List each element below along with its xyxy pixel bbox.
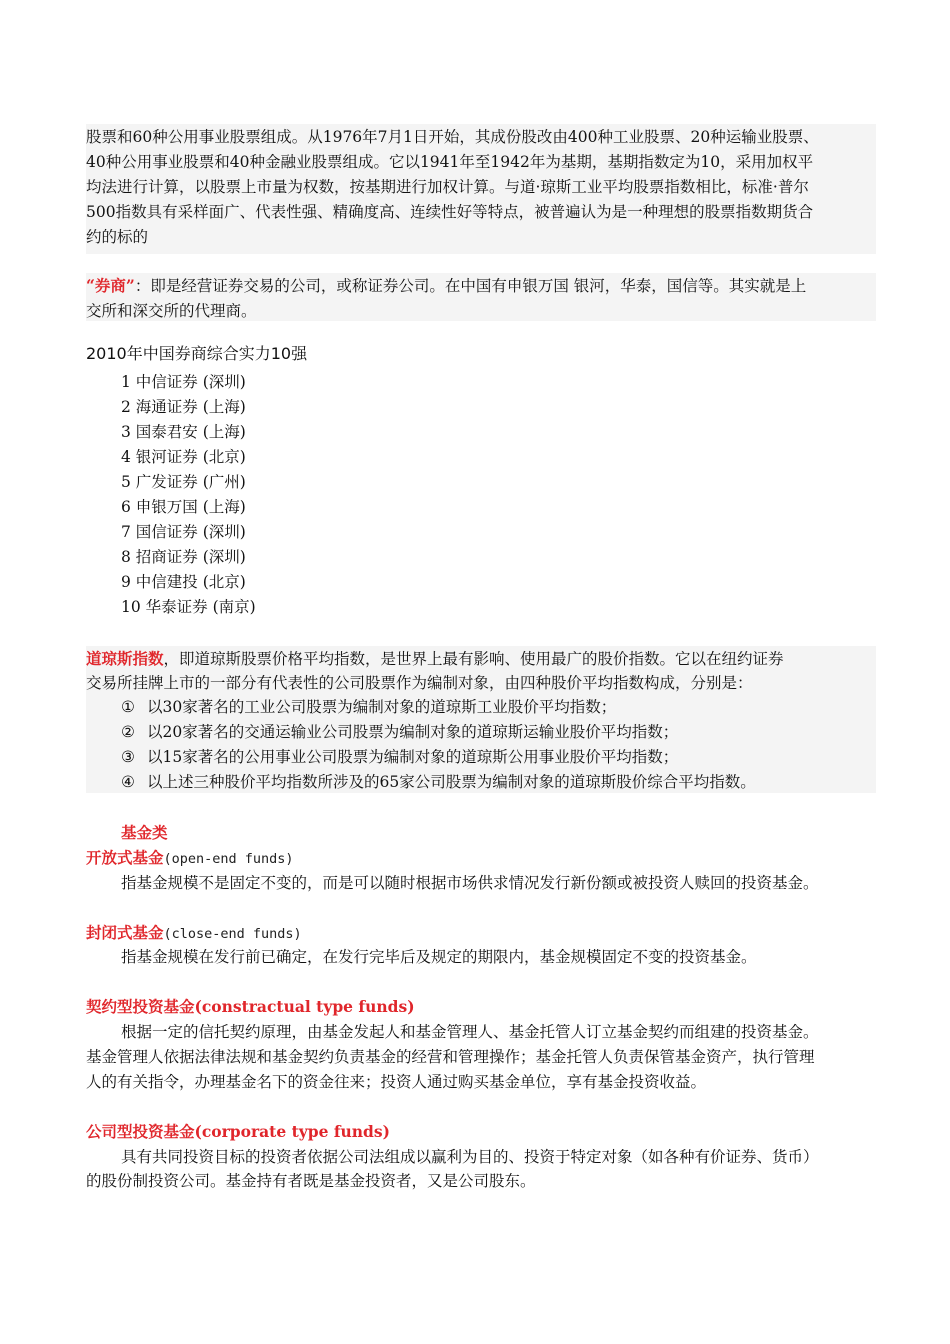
- close-end-english: (close-end funds): [163, 926, 302, 942]
- dow-item-text: 以20家著名的交通运输业公司股票为编制对象的道琼斯运输业股价平均指数；: [147, 723, 679, 741]
- top10-item: 8 招商证券 (深圳): [121, 548, 246, 566]
- top10-item: 9 中信建投 (北京): [121, 573, 246, 591]
- top10-item: 7 国信证券 (深圳): [121, 523, 246, 541]
- dow-item: [121, 721, 678, 743]
- corporate-term: 公司型投资基金(corporate type funds): [86, 1122, 390, 1141]
- sp500-line-3: 均法进行计算，以股票上市量为权数，按基期进行加权计算。与道·琼斯工业平均股票指数相比，标准·普尔: [86, 178, 809, 196]
- open-end-desc: 指基金规模不是固定不变的，而是可以随时根据市场供求情况发行新份额或被投资人赎回的投资基金。: [121, 874, 819, 892]
- dow-item: [121, 746, 678, 768]
- contractual-line: 人的有关指令，办理基金名下的资金往来；投资人通过购买基金单位，享有基金投资收益。: [86, 1073, 707, 1091]
- top10-item: 2 海通证券 (上海): [121, 398, 246, 416]
- top10-item: 5 广发证券 (广州): [121, 473, 246, 491]
- contractual-line: 基金管理人依据法律法规和基金契约负责基金的经营和管理操作；基金托管人负责保管基金资产，执行管理: [86, 1048, 815, 1066]
- sp500-line-1: 股票和60种公用事业股票组成。从1976年7月1日开始，其成份股改由400种工业股票、20种运输业股票、: [86, 128, 819, 146]
- close-end-title: [86, 922, 876, 945]
- dow-item-mark: ③: [121, 748, 135, 766]
- top10-item: 3 国泰君安 (上海): [121, 423, 246, 441]
- open-end-title: [86, 847, 876, 870]
- open-end-english: (open-end funds): [163, 851, 294, 867]
- broker-line-2: 交所和深交所的代理商。: [86, 302, 257, 320]
- corporate-line: 的股份制投资公司。基金持有者既是基金投资者，又是公司股东。: [86, 1172, 536, 1190]
- sp500-line-4: 500指数具有采样面广、代表性强、精确度高、连续性好等特点，被普遍认为是一种理想的股票指数期货合: [86, 203, 814, 221]
- top10-item: 4 银河证券 (北京): [121, 448, 246, 466]
- dow-item-text: 以15家著名的公用事业公司股票为编制对象的道琼斯公用事业股价平均指数；: [147, 748, 679, 766]
- dow-line-1: [86, 648, 876, 670]
- dow-item-text: 以30家著名的工业公司股票为编制对象的道琼斯工业股价平均指数；: [147, 698, 617, 716]
- dow-definition: ，即道琼斯股票价格平均指数，是世界上最有影响、使用最广的股价指数。它以在纽约证券: [163, 650, 784, 668]
- top10-item: 6 申银万国 (上海): [121, 498, 246, 516]
- broker-definition: ：即是经营证券交易的公司，或称证券公司。在中国有申银万国 银河，华泰，国信等。其实就是上: [134, 277, 807, 295]
- corporate-line: 具有共同投资目标的投资者依据公司法组成以赢利为目的、投资于特定对象（如各种有价证券、货币）: [121, 1148, 819, 1166]
- close-end-term: 封闭式基金: [86, 923, 164, 942]
- close-end-desc: 指基金规模在发行前已确定，在发行完毕后及规定的期限内，基金规模固定不变的投资基金。: [121, 948, 757, 966]
- dow-term: 道琼斯指数: [86, 649, 164, 668]
- funds-heading: 基金类: [121, 823, 168, 842]
- dow-line-2: 交易所挂牌上市的一部分有代表性的公司股票作为编制对象，由四种股价平均指数构成，分别是：: [86, 674, 753, 692]
- dow-item-text: 以上述三种股价平均指数所涉及的65家公司股票为编制对象的道琼斯股价综合平均指数。: [147, 773, 756, 791]
- broker-line-1: [86, 275, 876, 297]
- top10-item: 1 中信证券 (深圳): [121, 373, 246, 391]
- sp500-line-2: 40种公用事业股票和40种金融业股票组成。它以1941年至1942年为基期，基期指数定为10，采用加权平: [86, 153, 814, 171]
- contractual-term: 契约型投资基金(constractual type funds): [86, 997, 415, 1016]
- dow-item: [121, 696, 616, 718]
- top10-heading: 2010年中国券商综合实力10强: [86, 344, 308, 363]
- dow-item-mark: ②: [121, 723, 135, 741]
- top10-item: 10 华泰证券 (南京): [121, 598, 256, 616]
- broker-term: “券商”: [86, 276, 135, 295]
- dow-item: [121, 771, 756, 793]
- dow-item-mark: ④: [121, 773, 135, 791]
- sp500-line-5: 约的标的: [86, 228, 149, 246]
- dow-item-mark: ①: [121, 698, 135, 716]
- open-end-term: 开放式基金: [86, 848, 164, 867]
- contractual-line: 根据一定的信托契约原理，由基金发起人和基金管理人、基金托管人订立基金契约而组建的投资基金。: [121, 1023, 819, 1041]
